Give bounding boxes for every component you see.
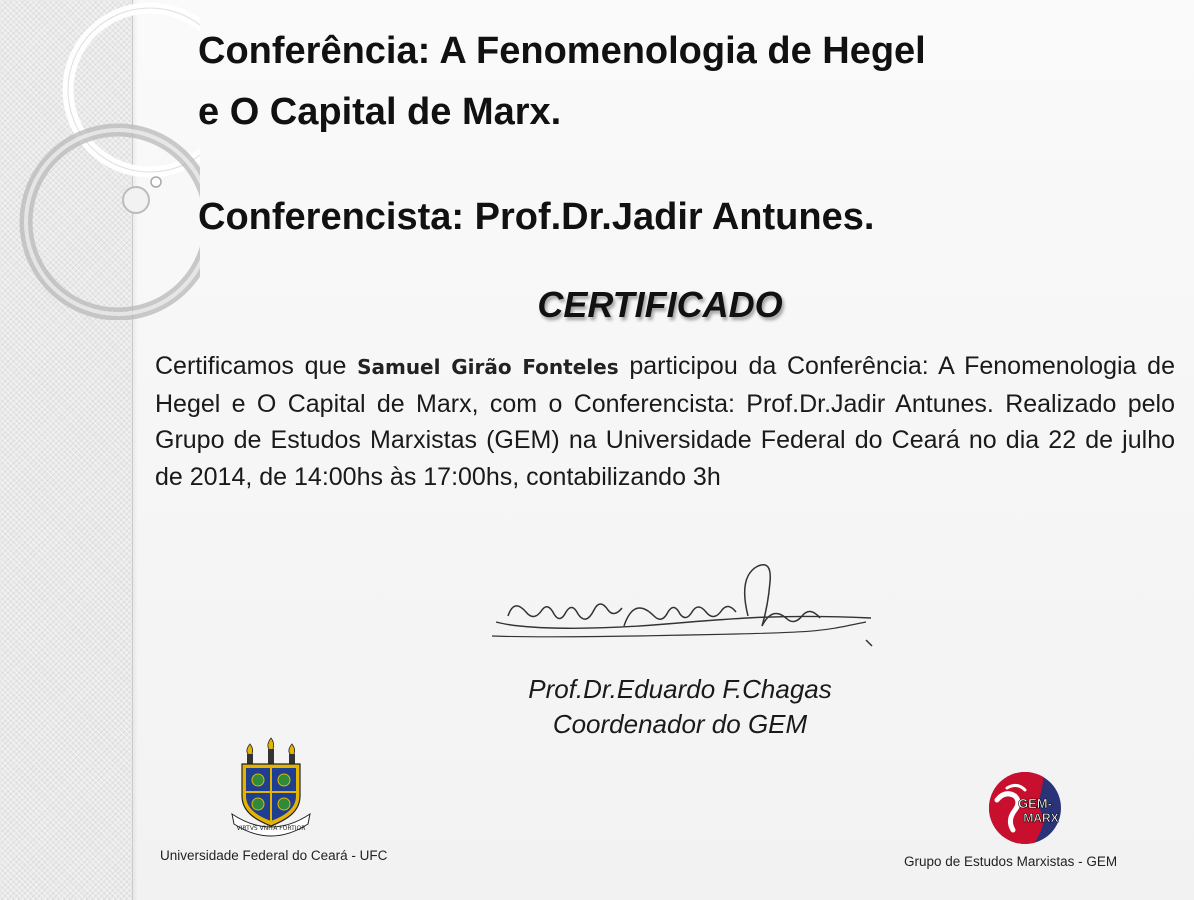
signatory-role: Coordenador do GEM (552, 709, 808, 739)
certificate-heading: CERTIFICADO (537, 284, 783, 325)
svg-text:VIRTVS VNITA FORTIOR: VIRTVS VNITA FORTIOR (236, 825, 306, 832)
signatory-name: Prof.Dr.Eduardo F.Chagas (528, 674, 832, 704)
conference-title-line-1: Conferência: A Fenomenologia de Hegel (198, 30, 926, 72)
conference-title-line-2: e O Capital de Marx. (198, 91, 562, 133)
body-text: participou da Conferência: A Fenomenologia de Hegel e O Capital de Marx, com o Conferencista: Prof.Dr.Jadir Antunes. Realizado pelo Grupo de Estudos Marxistas (GEM) na Universidade Federal do Ceará no dia 22 de julho de 2014, de 14:00hs às 17:00hs, contabilizando 3h (155, 352, 1175, 491)
certificate-body (155, 348, 1175, 495)
svg-text:GEM-: GEM- (1018, 796, 1052, 811)
svg-text:MARX: MARX (1023, 811, 1059, 825)
speaker-line: Conferencista: Prof.Dr.Jadir Antunes. (198, 196, 875, 238)
body-prefix: Certificamos que (155, 352, 358, 380)
footer-gem-label: Grupo de Estudos Marxistas - GEM (904, 854, 1118, 869)
participant-name: Samuel Girão Fonteles (357, 355, 619, 379)
gem-marx-logo (983, 770, 1069, 846)
decorative-rings (0, 0, 200, 320)
ufc-coat-of-arms-logo (228, 736, 314, 840)
handwritten-signature (486, 560, 886, 650)
footer-ufc-label: Universidade Federal do Ceará - UFC (160, 848, 388, 863)
